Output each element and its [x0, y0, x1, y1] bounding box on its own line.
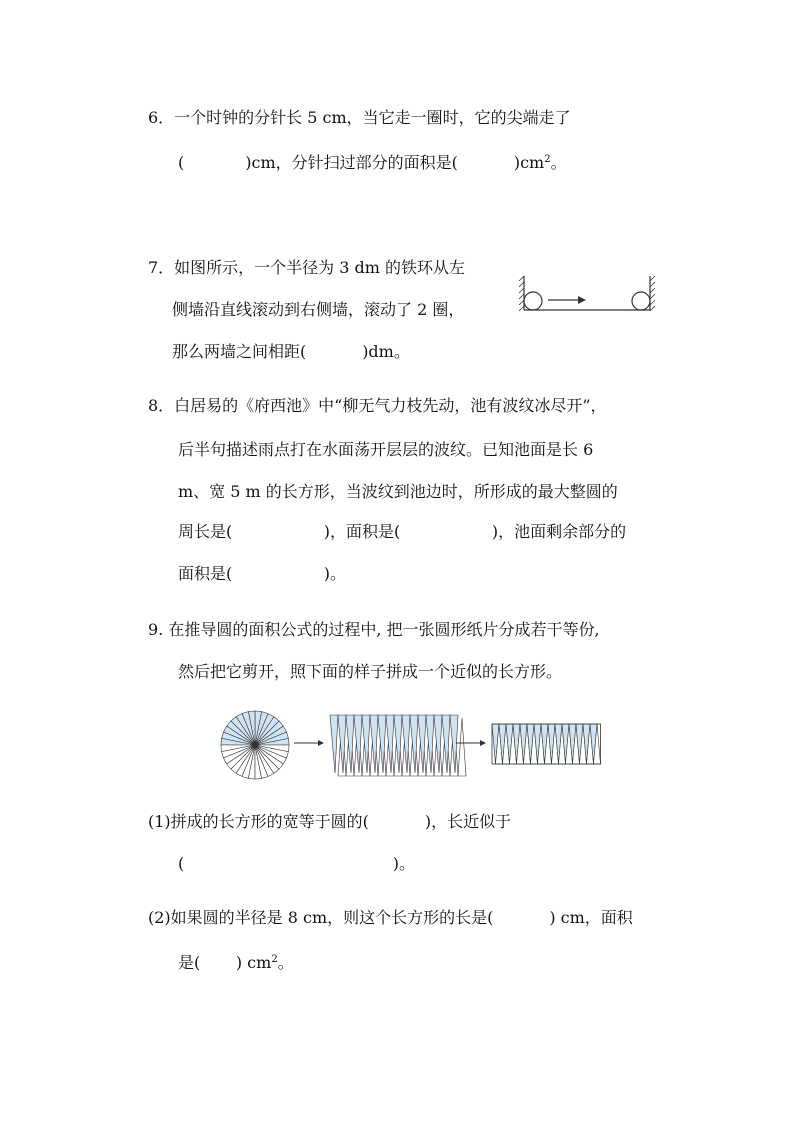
arrow-head: [480, 740, 486, 746]
q9-sub2-text: 是( ) cm: [178, 953, 272, 972]
q7-line1: 7．如图所示，一个半径为 3 dm 的铁环从左: [148, 258, 466, 277]
q9-sub2-line1: (2)如果圆的半径是 8 cm，则这个长方形的长是( ) cm，面积: [148, 908, 633, 927]
rolling-ring-diagram: [518, 272, 658, 322]
q9-sub2-line2: [178, 950, 294, 973]
q7-line2: 侧墙沿直线滚动到右侧墙，滚动了 2 圈，: [172, 300, 465, 319]
q9-sub1-line2: ( )。: [178, 854, 416, 873]
q9-sub2-end: 。: [277, 953, 294, 972]
q6-line2-text: ( )cm，分针扫过部分的面积是( )cm: [178, 153, 545, 172]
q8-line4: 周长是( )，面积是( )，池面剩余部分的: [178, 522, 627, 541]
q8-line5: 面积是( )。: [178, 564, 347, 583]
sector-top: [330, 715, 338, 773]
q9-line1: 9. 在推导圆的面积公式的过程中, 把一张圆形纸片分成若干等份,: [148, 620, 600, 639]
q7-line3: 那么两墙之间相距( )dm。: [172, 342, 410, 361]
q8-line3: m、宽 5 m 的长方形，当波纹到池边时，所形成的最大整圆的: [178, 482, 618, 501]
q8-line1: 8．白居易的《府西池》中“柳无气力枝先动，池有波纹冰尽开”，: [148, 396, 607, 415]
circle-area-diagram: [218, 710, 618, 800]
q8-line2: 后半句描述雨点打在水面荡开层层的波纹。已知池面是长 6: [178, 440, 594, 459]
q9-line2: 然后把它剪开，照下面的样子拼成一个近似的长方形。: [178, 662, 563, 681]
q9-sub1-line1: (1)拼成的长方形的宽等于圆的( )，长近似于: [148, 812, 512, 831]
q9-sub2-sup: 2: [271, 954, 278, 965]
arrow-head: [318, 740, 324, 746]
q6-line1: 6．一个时钟的分针长 5 cm，当它走一圈时，它的尖端走了: [148, 108, 571, 127]
q6-line2-end: 。: [550, 153, 567, 172]
q6-line2: [178, 150, 567, 173]
sector-bottom: [458, 718, 466, 776]
q6-sup: 2: [544, 154, 551, 165]
